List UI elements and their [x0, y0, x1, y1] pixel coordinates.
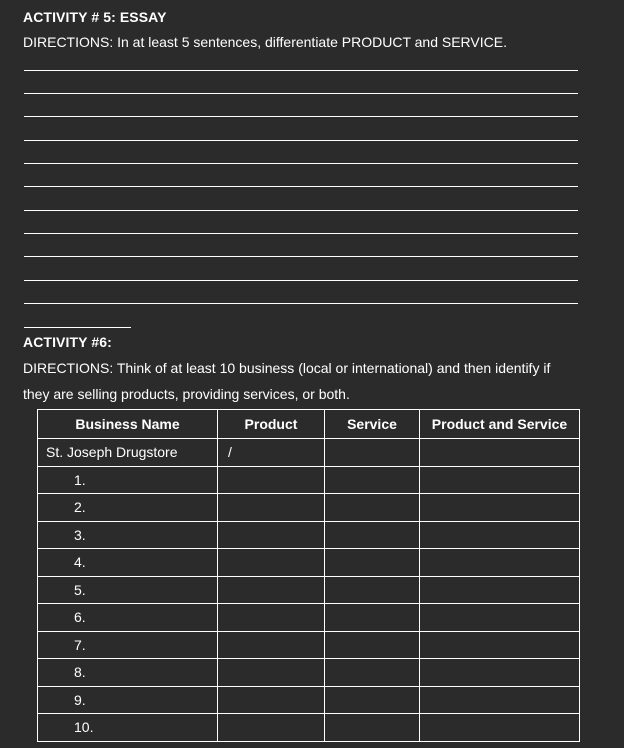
row-number: 2. — [38, 494, 218, 522]
table-row — [38, 686, 580, 714]
both-cell[interactable] — [420, 521, 580, 549]
example-both-cell[interactable] — [420, 439, 580, 467]
row-number: 5. — [38, 576, 218, 604]
both-cell[interactable] — [420, 659, 580, 687]
essay-line — [24, 210, 578, 211]
essay-line — [24, 186, 578, 187]
service-cell[interactable] — [325, 549, 420, 577]
both-cell[interactable] — [420, 686, 580, 714]
service-cell[interactable] — [325, 714, 420, 742]
example-product-mark[interactable]: / — [218, 439, 325, 467]
both-cell[interactable] — [420, 466, 580, 494]
activity5-directions: DIRECTIONS: In at least 5 sentences, differentiate PRODUCT and SERVICE. — [23, 34, 507, 50]
table-row — [38, 659, 580, 687]
essay-line — [24, 280, 578, 281]
product-cell[interactable] — [218, 604, 325, 632]
example-service-cell[interactable] — [325, 439, 420, 467]
both-cell[interactable] — [420, 494, 580, 522]
example-row — [38, 439, 580, 467]
example-business-name: St. Joseph Drugstore — [38, 439, 218, 467]
header-service: Service — [325, 410, 420, 439]
service-cell[interactable] — [325, 494, 420, 522]
header-business-name: Business Name — [38, 410, 218, 439]
essay-line — [24, 233, 578, 234]
activity6-directions-line1: DIRECTIONS: Think of at least 10 business (local or international) and then identify if — [23, 360, 551, 376]
service-cell[interactable] — [325, 466, 420, 494]
table-row — [38, 576, 580, 604]
essay-line — [24, 70, 578, 71]
product-cell[interactable] — [218, 494, 325, 522]
essay-line — [24, 256, 578, 257]
product-cell[interactable] — [218, 521, 325, 549]
table-header-row — [38, 410, 580, 439]
activity6-title: ACTIVITY #6: — [23, 334, 112, 350]
service-cell[interactable] — [325, 631, 420, 659]
table-row — [38, 521, 580, 549]
both-cell[interactable] — [420, 604, 580, 632]
service-cell[interactable] — [325, 686, 420, 714]
section-divider — [24, 327, 131, 328]
table-row — [38, 604, 580, 632]
table-row — [38, 494, 580, 522]
service-cell[interactable] — [325, 659, 420, 687]
table-row — [38, 549, 580, 577]
row-number: 8. — [38, 659, 218, 687]
service-cell[interactable] — [325, 521, 420, 549]
essay-line — [24, 93, 578, 94]
activity5-title: ACTIVITY # 5: ESSAY — [23, 9, 167, 25]
both-cell[interactable] — [420, 714, 580, 742]
row-number: 1. — [38, 466, 218, 494]
row-number: 9. — [38, 686, 218, 714]
product-cell[interactable] — [218, 466, 325, 494]
product-cell[interactable] — [218, 549, 325, 577]
essay-line — [24, 140, 578, 141]
essay-line — [24, 303, 578, 304]
header-product-and-service: Product and Service — [420, 410, 580, 439]
product-cell[interactable] — [218, 576, 325, 604]
product-cell[interactable] — [218, 714, 325, 742]
row-number: 10. — [38, 714, 218, 742]
table-row — [38, 631, 580, 659]
activity6-directions-line2: they are selling products, providing services, or both. — [23, 386, 350, 402]
table-row — [38, 714, 580, 742]
row-number: 4. — [38, 549, 218, 577]
row-number: 6. — [38, 604, 218, 632]
product-cell[interactable] — [218, 631, 325, 659]
product-cell[interactable] — [218, 659, 325, 687]
row-number: 7. — [38, 631, 218, 659]
essay-line — [24, 163, 578, 164]
both-cell[interactable] — [420, 631, 580, 659]
service-cell[interactable] — [325, 604, 420, 632]
header-product: Product — [218, 410, 325, 439]
essay-line — [24, 116, 578, 117]
both-cell[interactable] — [420, 549, 580, 577]
both-cell[interactable] — [420, 576, 580, 604]
table-row — [38, 466, 580, 494]
product-cell[interactable] — [218, 686, 325, 714]
row-number: 3. — [38, 521, 218, 549]
service-cell[interactable] — [325, 576, 420, 604]
business-table — [37, 409, 580, 742]
